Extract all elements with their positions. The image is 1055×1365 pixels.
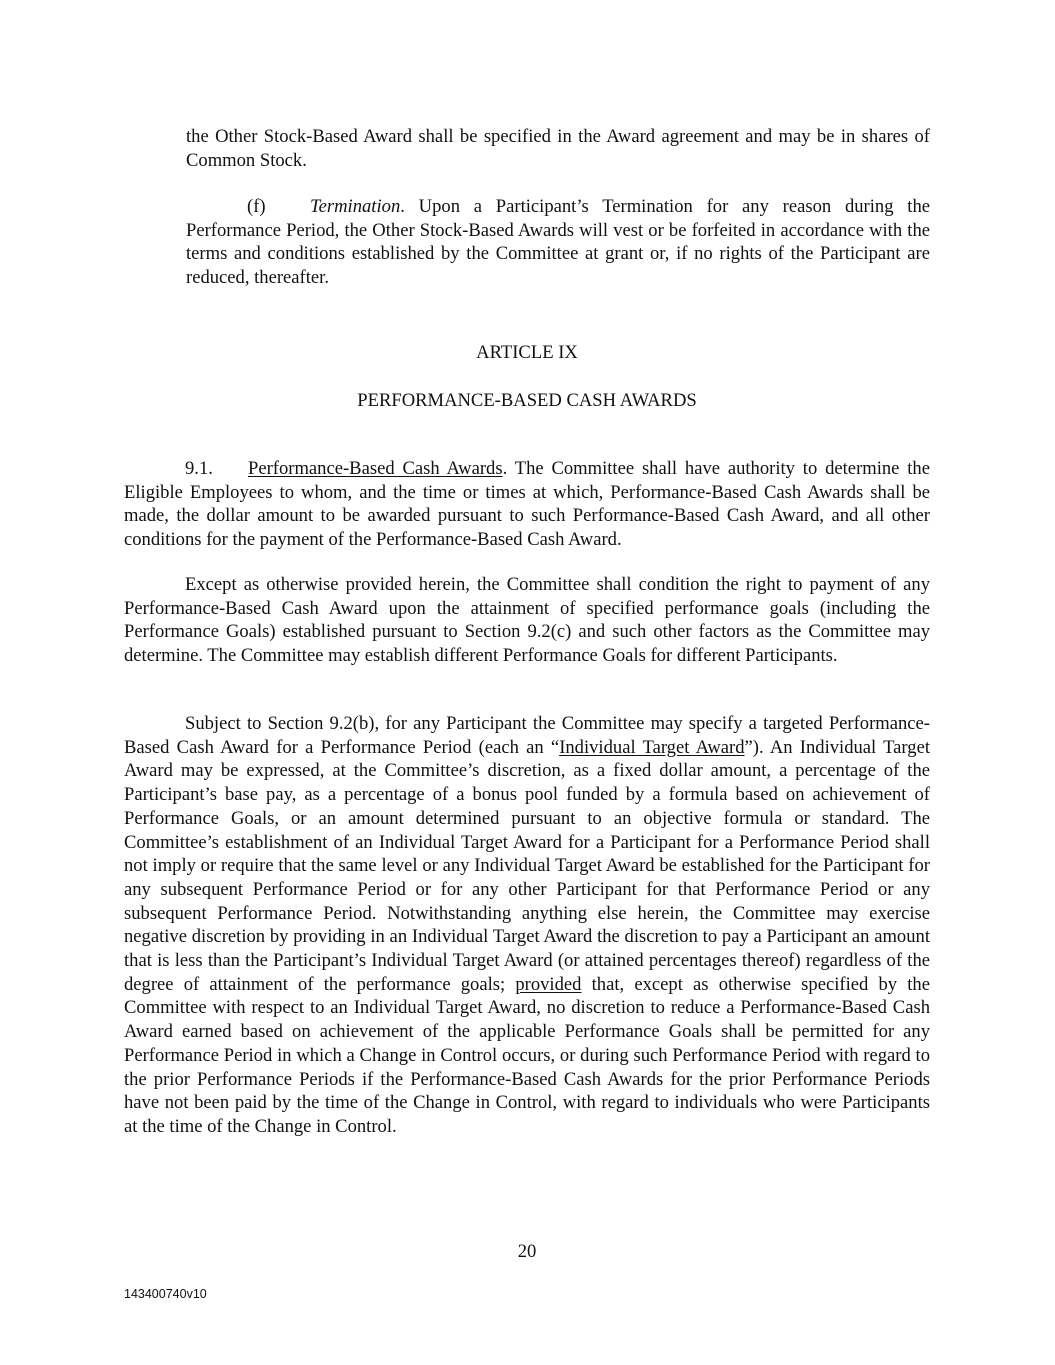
paragraph-continuation (186, 125, 930, 172)
paragraph-text-c: that, except as otherwise specified by the Committee with respect to an Individual Target Award, no discretion to reduce a Performance-Based Cash Award earned based on achievement of the applicable Performance Goals shall be permitted for any Performance Period in which a Change in Control occurs, or during such Performance Period with regard to the prior Performance Periods if the Performance-Based Cash Awards for the prior Performance Periods have not been paid by the time of the Change in Control, with regard to individuals who were Participants at the time of the Change in Control. (124, 973, 930, 1137)
paragraph-text: the Other Stock-Based Award shall be specified in the Award agreement and may be in shares of Common Stock. (186, 126, 930, 171)
section-heading: Performance-Based Cash Awards (248, 458, 503, 479)
page-number: 20 (517, 1241, 537, 1262)
paragraph-text: Upon a Participant’s Termination for any reason during the Performance Period, the Other Stock-Based Awards will vest or be forfeited in accordance with the terms and conditions established by the Committee at grant or, if no rights of the Participant are reduced, thereafter. (186, 196, 930, 289)
article-number: ARTICLE IX (476, 342, 578, 363)
subsection-heading: Termination (310, 196, 401, 217)
article-title: PERFORMANCE-BASED CASH AWARDS (357, 390, 697, 411)
paragraph-individual-target-award (124, 712, 930, 1139)
paragraph-performance-goals (124, 573, 930, 668)
section-heading-end: . (502, 458, 508, 479)
subsection-heading-end: . (400, 196, 405, 217)
paragraph-text: Except as otherwise provided herein, the Committee shall condition the right to payment of any Performance-Based Cash Award upon the attainment of specified performance goals (including the Performance Goals) established pursuant to Section 9.2(c) and such other factors as the Committee may determine. The Committee may establish different Performance Goals for different Participants. (124, 574, 930, 667)
document-id: 143400740v10 (124, 1287, 207, 1301)
section-number: 9.1. (185, 458, 213, 479)
paragraph-text-a: Subject to Section 9.2(b), for any Participant the Committee may specify a targeted Performance-Based Cash Award for a Performance Period (each an “ (124, 713, 930, 758)
paragraph-text: The Committee shall have authority to determine the Eligible Employees to whom, and the time or times at which, Performance-Based Cash Awards shall be made, the dollar amount to be awarded pursuant to such Performance-Based Cash Award, and all other conditions for the payment of the Performance-Based Cash Award. (124, 458, 930, 551)
proviso-term: provided (515, 973, 582, 995)
subsection-label: (f) (247, 196, 266, 217)
defined-term: Individual Target Award (559, 736, 745, 758)
paragraph-text-b: ”). An Individual Target Award may be expressed, at the Committee’s discretion, as a fixed dollar amount, a percentage of the Participant’s base pay, as a percentage of a bonus pool funded by a formula based on achievement of Performance Goals, or an amount determined pursuant to an objective formula or standard. The Committee’s establishment of an Individual Target Award for a Participant for a Performance Period shall not imply or require that the same level or any Individual Target Award be established for the Participant for any subsequent Performance Period or for any other Participant for that Performance Period or any subsequent Performance Period. Notwithstanding anything else herein, the Committee may exercise negative discretion by providing in an Individual Target Award the discretion to pay a Participant an amount that is less than the Participant’s Individual Target Award (or attained percentages thereof) regardless of the degree of attainment of the performance goals; (124, 736, 931, 995)
section-9-1 (124, 457, 930, 552)
paragraph-termination (186, 195, 930, 290)
